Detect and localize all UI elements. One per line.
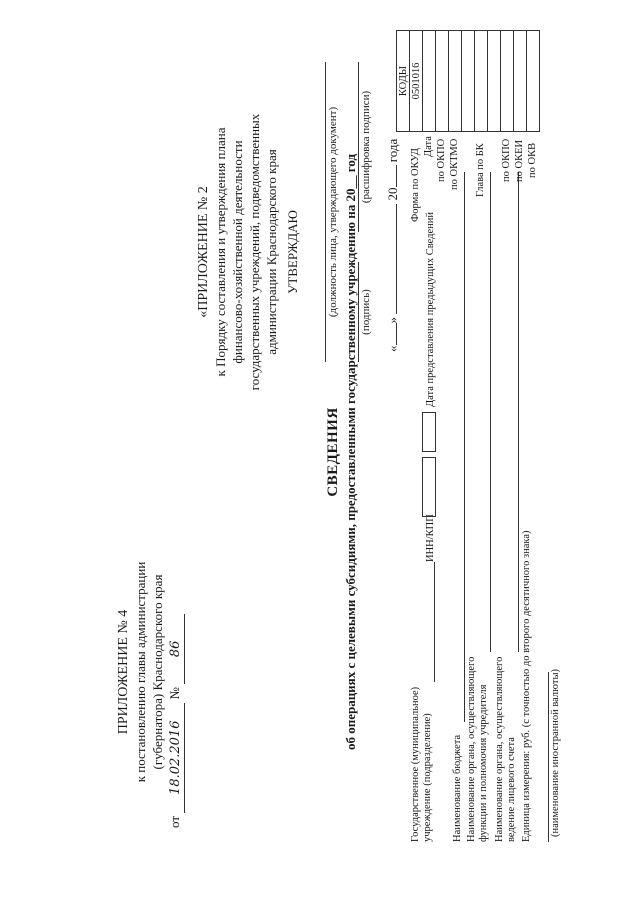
account-label-2: ведение лицевого счета (506, 737, 517, 842)
oktmo-code-cell[interactable] (449, 31, 462, 132)
okv-label: по ОКВ (527, 142, 538, 178)
inn-kpp-label: ИНН/КПП (425, 514, 436, 562)
empty-code-cell[interactable] (462, 31, 475, 132)
institution-label-2: учреждение (подразделение) (422, 713, 433, 842)
year-prefix: 20 (385, 187, 400, 201)
appendix-2-line1: к Порядку составления и утверждения плана (213, 127, 228, 377)
position-hint: (должность лица, утверждающего документ) (327, 106, 339, 318)
okud-label: Форма по ОКУД (410, 148, 421, 222)
unit-label: Единица измерения: руб. (с точностью до второго десятичного знака) (521, 530, 532, 842)
okei-label: по ОКЕИ (514, 139, 525, 182)
date-open-quote: « (385, 345, 400, 352)
appendix-2-line3: государственных учреждений, подведомственных (247, 113, 262, 391)
month-field (396, 204, 397, 314)
budget-line (464, 172, 465, 722)
account-label-1: Наименование органа, осуществляющего (494, 656, 505, 842)
founder-label-2: функции и полномочия учредителя (478, 684, 489, 842)
oktmo-label: по ОКТМО (449, 138, 460, 190)
approval-date-row (385, 139, 401, 352)
account-line (518, 172, 519, 652)
appendix-4-date-row (166, 502, 185, 842)
codes-table (396, 30, 540, 132)
document-title: СВЕДЕНИЯ (325, 407, 341, 497)
date-close-quote: » (385, 317, 400, 324)
appendix-2-block (195, 42, 280, 462)
appendix-2-title: «ПРИЛОЖЕНИЕ № 2 (196, 186, 211, 318)
foreign-currency-line (548, 672, 549, 842)
appendix-4-line1: к постановлению главы администрации (133, 561, 148, 783)
year-suffix: года (385, 138, 400, 163)
okud-code-cell: 0501016 (410, 31, 423, 132)
date-field (166, 703, 185, 813)
empty-code-cell-2[interactable] (488, 31, 501, 132)
date-label: Дата (423, 136, 434, 157)
number-label: № (167, 687, 182, 700)
prev-date-label: Дата представления предыдущих Сведений (425, 212, 436, 407)
founder-line (490, 172, 491, 652)
appendix-2-line4: администрации Краснодарского края (264, 149, 279, 355)
okpo-label-1: по ОКПО (436, 138, 447, 182)
okpo-code-cell[interactable] (436, 31, 449, 132)
year-field (396, 166, 397, 188)
number-field (166, 614, 185, 684)
okpo-code-cell-2[interactable] (501, 31, 514, 132)
okv-code-cell[interactable] (527, 31, 540, 132)
bk-label: Глава по БК (475, 143, 486, 197)
from-label: от (167, 815, 182, 828)
handwritten-number: 86 (168, 640, 183, 658)
handwritten-date: 18.02.2016 (168, 720, 183, 795)
prev-date-box (422, 412, 436, 452)
rotated-document-sheet (20, 22, 620, 882)
appendix-4-line2: (губернатора) Краснодарского края (150, 574, 165, 770)
inn-kpp-box (422, 457, 436, 517)
budget-label: Наименование бюджета (452, 734, 463, 842)
okpo-label-2: по ОКПО (501, 138, 512, 182)
founder-label-1: Наименование органа, осуществляющего (466, 656, 477, 842)
okei-code-cell[interactable] (514, 31, 527, 132)
institution-line (434, 562, 435, 682)
day-field (396, 324, 397, 346)
decryption-hint: (расшифровка подписи) (360, 90, 372, 204)
foreign-currency-hint: (наименование иностранной валюты) (550, 669, 561, 837)
approval-title: УТВЕРЖДАЮ (285, 210, 300, 294)
bk-code-cell[interactable] (475, 31, 488, 132)
codes-header: КОДЫ (397, 31, 410, 132)
document-subtitle: об операциях с целевыми субсидиями, предоставленными государственному учреждению на 20__ год (343, 153, 358, 751)
date-code-cell[interactable] (423, 31, 436, 132)
appendix-2-line2: финансово-хозяйственной деятельности (230, 140, 245, 364)
appendix-4-block (115, 502, 185, 842)
signature-hint: (подпись) (360, 289, 372, 335)
institution-label-1: Государственное (муниципальное) (410, 686, 421, 842)
appendix-4-title: ПРИЛОЖЕНИЕ № 4 (116, 609, 131, 735)
